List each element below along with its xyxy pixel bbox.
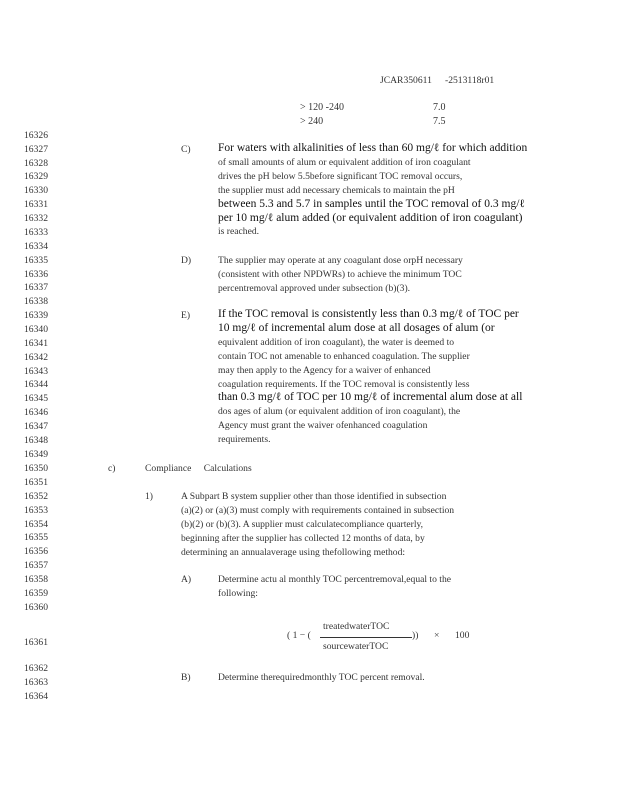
- section-c-line: per 10 mg/ℓ alum added (or equivalent addition of iron coagulant): [218, 211, 523, 224]
- line-number: 16347: [24, 421, 48, 432]
- line-number: 16360: [24, 602, 48, 613]
- line-number: 16344: [24, 379, 48, 390]
- line-number: 16342: [24, 352, 48, 363]
- section-e-line: may then apply to the Agency for a waiver of enhanced: [218, 364, 431, 376]
- section-title-compliance: Compliance Calculations: [145, 463, 252, 474]
- item-1-line: (b)(2) or (b)(3). A supplier must calculatecompliance quarterly,: [181, 518, 424, 530]
- line-number: 16343: [24, 366, 48, 377]
- subitem-label-b: B): [181, 672, 191, 683]
- line-number: 16329: [24, 171, 48, 182]
- line-number: 16362: [24, 663, 48, 674]
- line-number: 16361: [24, 637, 48, 648]
- document-id: JCAR350611: [380, 75, 432, 86]
- item-label-1: 1): [145, 491, 153, 502]
- line-number: 16336: [24, 269, 48, 280]
- line-number: 16345: [24, 393, 48, 404]
- section-e-line: 10 mg/ℓ of incremental alum dose at all dosages of alum (or: [218, 321, 495, 334]
- line-number: 16348: [24, 435, 48, 446]
- subitem-a-line: following:: [218, 587, 258, 599]
- subitem-a-body: [218, 573, 451, 601]
- section-e-line: equivalent addition of iron coagulant), the water is deemed to: [218, 336, 455, 348]
- item-1-line: determining an annualaverage using thefollowing method:: [181, 546, 406, 558]
- section-e-line: requirements.: [218, 434, 271, 446]
- line-number: 16338: [24, 296, 48, 307]
- formula-numerator: treatedwaterTOC: [323, 621, 390, 632]
- section-e-line: contain TOC not amenable to enhanced coagulation. The supplier: [218, 350, 470, 362]
- line-number: 16337: [24, 282, 48, 293]
- section-d-line: percentremoval approved under subsection (b)(3).: [218, 282, 411, 294]
- line-number: 16328: [24, 158, 48, 169]
- line-number: 16332: [24, 213, 48, 224]
- table-row-range: > 240: [300, 116, 324, 127]
- subitem-b-line: Determine therequiredmonthly TOC percent removal.: [218, 672, 425, 683]
- section-c-body: [218, 142, 527, 239]
- line-number: 16333: [24, 227, 48, 238]
- item-1-line: A Subpart B system supplier other than those identified in subsection: [181, 491, 447, 502]
- line-number: 16357: [24, 560, 48, 571]
- section-label-c-upper: C): [181, 144, 191, 155]
- table-row-value: 7.5: [433, 116, 446, 127]
- section-e-line: If the TOC removal is consistently less than 0.3 mg/ℓ of TOC per: [218, 308, 519, 320]
- section-c-line: between 5.3 and 5.7 in samples until the TOC removal of 0.3 mg/ℓ: [218, 197, 525, 210]
- formula-prefix: ( 1 − (: [287, 630, 311, 641]
- formula-denominator: sourcewaterTOC: [323, 641, 389, 652]
- section-c-line: is reached.: [218, 226, 260, 238]
- table-row-range: > 120 -240: [300, 102, 344, 113]
- document-revision: -2513118r01: [445, 75, 495, 86]
- item-1-body: [181, 490, 454, 560]
- line-number: 16355: [24, 532, 48, 543]
- table-row-value: 7.0: [433, 102, 446, 113]
- item-1-line: beginning after the supplier has collected 12 months of data, by: [181, 532, 425, 544]
- item-1-line: (a)(2) or (a)(3) must comply with requirements contained in subsection: [181, 504, 455, 516]
- line-number: 16339: [24, 310, 48, 321]
- line-number: 16353: [24, 505, 48, 516]
- section-e-line: coagulation requirements. If the TOC removal is consistently less: [218, 378, 470, 390]
- line-number: 16340: [24, 324, 48, 335]
- subitem-a-line: Determine actu al monthly TOC percentremoval,equal to the: [218, 574, 452, 585]
- section-d-body: [218, 254, 463, 296]
- section-d-line: (consistent with other NPDWRs) to achieve the minimum TOC: [218, 268, 462, 280]
- section-c-line: drives the pH below 5.5before significant TOC removal occurs,: [218, 170, 463, 182]
- line-number: 16335: [24, 255, 48, 266]
- section-label-d: D): [181, 255, 192, 266]
- line-number: 16349: [24, 449, 48, 460]
- line-number: 16334: [24, 241, 48, 252]
- line-number: 16330: [24, 185, 48, 196]
- line-number: 16331: [24, 199, 48, 210]
- line-number: 16359: [24, 588, 48, 599]
- formula-factor: 100: [455, 630, 470, 641]
- section-e-line: than 0.3 mg/ℓ of TOC per 10 mg/ℓ of incremental alum dose at all: [218, 391, 523, 404]
- section-label-e: E): [181, 310, 191, 321]
- formula-times: ×: [434, 630, 440, 641]
- subitem-label-a: A): [181, 574, 192, 585]
- section-c-line: of small amounts of alum or equivalent addition of iron coagulant: [218, 156, 471, 168]
- section-c-line: For waters with alkalinities of less than 60 mg/ℓ for which addition: [218, 142, 528, 154]
- line-number: 16350: [24, 463, 48, 474]
- section-label-c-lower: c): [108, 463, 116, 474]
- section-e-line: Agency must grant the waiver ofenhanced coagulation: [218, 420, 428, 432]
- line-number: 16354: [24, 519, 48, 530]
- line-number: 16352: [24, 491, 48, 502]
- line-number: 16341: [24, 338, 48, 349]
- section-d-line: The supplier may operate at any coagulant dose orpH necessary: [218, 255, 463, 266]
- line-number: 16356: [24, 546, 48, 557]
- fraction-bar: [320, 637, 412, 638]
- section-c-line: the supplier must add necessary chemicals to maintain the pH: [218, 184, 455, 196]
- line-number: 16351: [24, 477, 48, 488]
- section-e-body: [218, 308, 522, 447]
- line-number: 16346: [24, 407, 48, 418]
- formula-suffix: )): [412, 630, 419, 641]
- line-number: 16327: [24, 144, 48, 155]
- line-number: 16363: [24, 677, 48, 688]
- line-number: 16326: [24, 130, 48, 141]
- section-e-line: dos ages of alum (or equivalent addition of iron coagulant), the: [218, 406, 461, 418]
- line-number: 16364: [24, 691, 48, 702]
- line-number: 16358: [24, 574, 48, 585]
